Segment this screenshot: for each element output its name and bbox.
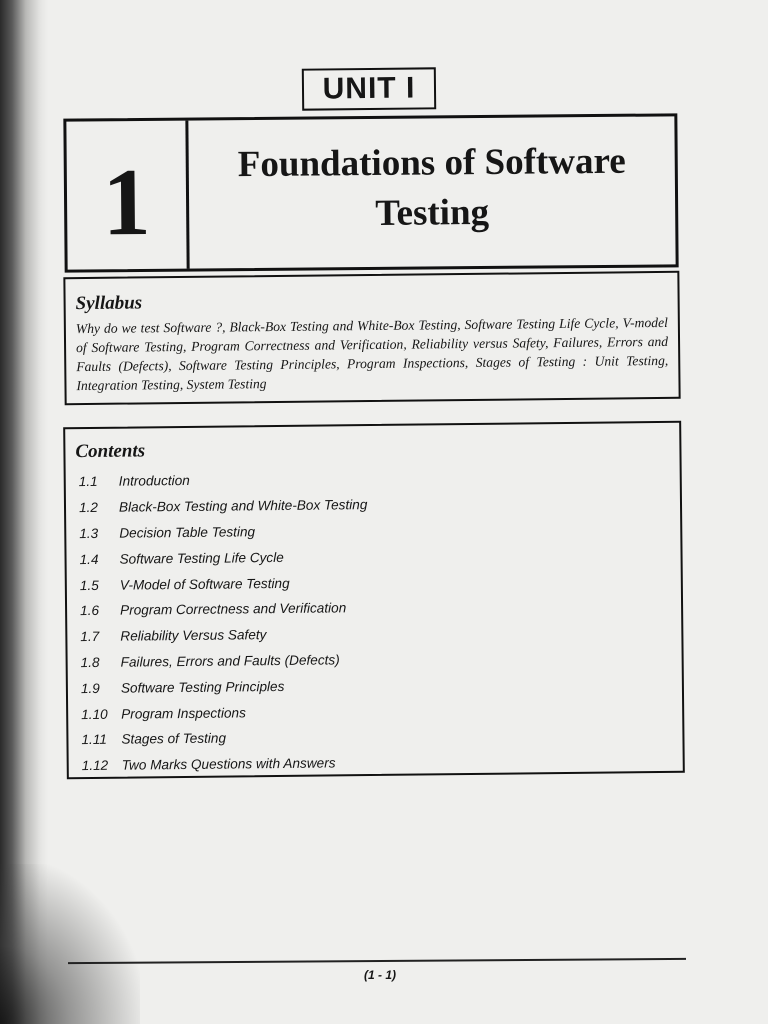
toc-item-number: 1.4 <box>79 551 99 567</box>
toc-item <box>79 747 673 779</box>
syllabus-text: Why do we test Software ?, Black-Box Testing and White-Box Testing, Software Testing Life Cycle, V-model of Software Testing, Program Correctness and Verification, Reliability versus Safety, Failures, Errors and Faults (Defects), Software Testing Principles, Program Inspections, Stages of Testing : Unit Testing, Integration Testing, System Testing <box>75 314 669 394</box>
page-number: (1 - 1) <box>363 968 396 982</box>
toc-item-number: 1.12 <box>81 757 109 774</box>
chapter-number: 1 <box>66 121 189 270</box>
toc-item-number: 1.3 <box>79 525 99 542</box>
toc-item-number: 1.8 <box>80 654 100 671</box>
table-of-contents <box>76 463 673 779</box>
toc-item-title: Software Testing Life Cycle <box>119 549 284 567</box>
syllabus-box <box>63 271 680 405</box>
contents-box <box>63 421 685 779</box>
toc-item-title: Software Testing Principles <box>120 678 285 696</box>
toc-item-number: 1.5 <box>79 577 99 593</box>
toc-item-number: 1.11 <box>81 732 107 748</box>
toc-item-title: V-Model of Software Testing <box>119 575 290 593</box>
toc-item-number: 1.6 <box>80 603 100 619</box>
toc-item-number: 1.1 <box>78 474 98 490</box>
toc-item-title: Black-Box Testing and White-Box Testing <box>118 497 368 515</box>
toc-item-title: Reliability Versus Safety <box>120 627 267 644</box>
toc-item-title: Failures, Errors and Faults (Defects) <box>120 652 340 670</box>
toc-item-title: Stages of Testing <box>121 730 227 748</box>
toc-item-title: Introduction <box>118 473 190 490</box>
toc-item-number: 1.10 <box>81 706 108 722</box>
toc-item-title: Two Marks Questions with Answers <box>121 755 336 773</box>
chapter-header <box>63 113 678 272</box>
toc-item-title: Decision Table Testing <box>119 524 256 541</box>
chapter-title: Foundations of Software Testing <box>237 140 626 234</box>
page-corner-shadow <box>0 864 140 1024</box>
syllabus-heading: Syllabus <box>75 292 143 315</box>
contents-heading: Contents <box>75 440 146 463</box>
toc-item-title: Program Correctness and Verification <box>120 600 347 619</box>
toc-item-title: Program Inspections <box>121 704 246 722</box>
footer-rule <box>68 958 686 964</box>
toc-item-number: 1.7 <box>80 629 100 645</box>
toc-item-number: 1.9 <box>80 680 100 696</box>
unit-label: UNIT I <box>302 67 436 110</box>
toc-item-number: 1.2 <box>78 500 99 516</box>
